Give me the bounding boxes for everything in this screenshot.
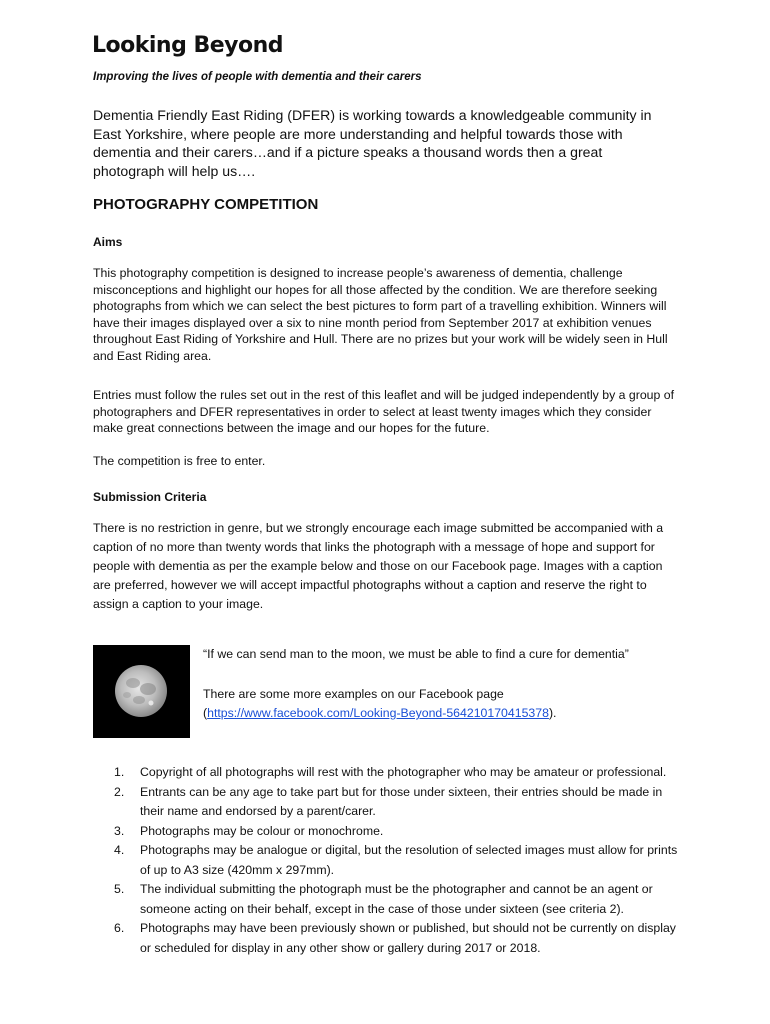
- facebook-link[interactable]: https://www.facebook.com/Looking-Beyond-564210170415378: [207, 706, 549, 720]
- list-item-text: Entrants can be any age to take part but for those under sixteen, their entries should be made in their name and endorsed by a parent/carer.: [140, 784, 663, 818]
- facebook-link-open: (: [203, 706, 208, 720]
- moon-photo: [93, 645, 190, 738]
- list-item-number: 1.: [114, 765, 125, 779]
- examples-text: There are some more examples on our Facebook page: [203, 687, 504, 701]
- list-item-text: Photographs may be colour or monochrome.: [140, 823, 384, 838]
- list-item-text: Photographs may be analogue or digital, but the resolution of selected images must allow for prints of up to A3 size (420mm x 297mm).: [140, 843, 678, 877]
- list-item-text: Copyright of all photographs will rest with the photographer who may be amateur or professional.: [140, 765, 667, 779]
- rules-list: [93, 763, 683, 958]
- aims-heading: Aims: [93, 235, 123, 249]
- list-item-number: 4.: [114, 843, 125, 857]
- intro-paragraph: Dementia Friendly East Riding (DFER) is working towards a knowledgeable community in East Yorkshire, where people are more understanding and helpful towards those with dementia and their carers…and if a picture speaks a thousand words then a great photograph will help us….: [93, 107, 652, 179]
- list-item: [93, 880, 683, 919]
- moon-image: [93, 645, 190, 738]
- criteria-heading: Submission Criteria: [93, 490, 207, 504]
- competition-heading: PHOTOGRAPHY COMPETITION: [93, 196, 319, 213]
- aims-paragraph-1: This photography competition is designed to increase people’s awareness of dementia, challenge misconceptions and highlight our hopes for all those affected by the condition. We are therefore seeking photographs from which we can select the best pictures to form part of a travelling exhibition. Winners will have their images displayed over a six to nine month period from September 2017 at exhibition venues throughout East Riding of Yorkshire and Hull. There are no prizes but your work will be widely seen in Hull and East Riding area.: [93, 266, 668, 363]
- doc-title: Looking Beyond: [92, 33, 284, 58]
- list-item: [93, 783, 683, 822]
- list-item-number: 5.: [114, 882, 125, 896]
- list-item: [93, 841, 683, 880]
- facebook-examples: [203, 685, 683, 723]
- facebook-link-close: ).: [548, 706, 557, 720]
- criteria-paragraph: There is no restriction in genre, but we strongly encourage each image submitted be accompanied with a caption of no more than twenty words that links the photograph with a message of hope and support for people with dementia as per the example below and those on our Facebook page. Images with a caption are preferred, however we will accept impactful photographs without a caption and reserve the right to assign a caption to your image.: [93, 521, 664, 611]
- free-entry-text: The competition is free to enter.: [93, 454, 266, 468]
- list-item-text: Photographs may have been previously shown or published, but should not be currently on display or scheduled for display in any other show or gallery during 2017 or 2018.: [140, 921, 676, 955]
- list-item-number: 6.: [114, 921, 125, 935]
- list-item-number: 2.: [114, 784, 125, 799]
- list-item: [93, 919, 683, 958]
- example-caption-quote: “If we can send man to the moon, we must be able to find a cure for dementia”: [203, 647, 629, 661]
- list-item-text: The individual submitting the photograph must be the photographer and cannot be an agent or someone acting on their behalf, except in the case of those under sixteen (see criteria 2).: [140, 882, 653, 916]
- list-item-number: 3.: [114, 823, 125, 838]
- doc-subtitle: Improving the lives of people with dementia and their carers: [93, 71, 422, 83]
- list-item: [93, 822, 683, 842]
- aims-paragraph-2: Entries must follow the rules set out in the rest of this leaflet and will be judged independently by a group of photographers and DFER representatives in order to select at least twenty images which they consider make great connections between the image and our hopes for the future.: [93, 388, 675, 435]
- list-item: [93, 763, 683, 783]
